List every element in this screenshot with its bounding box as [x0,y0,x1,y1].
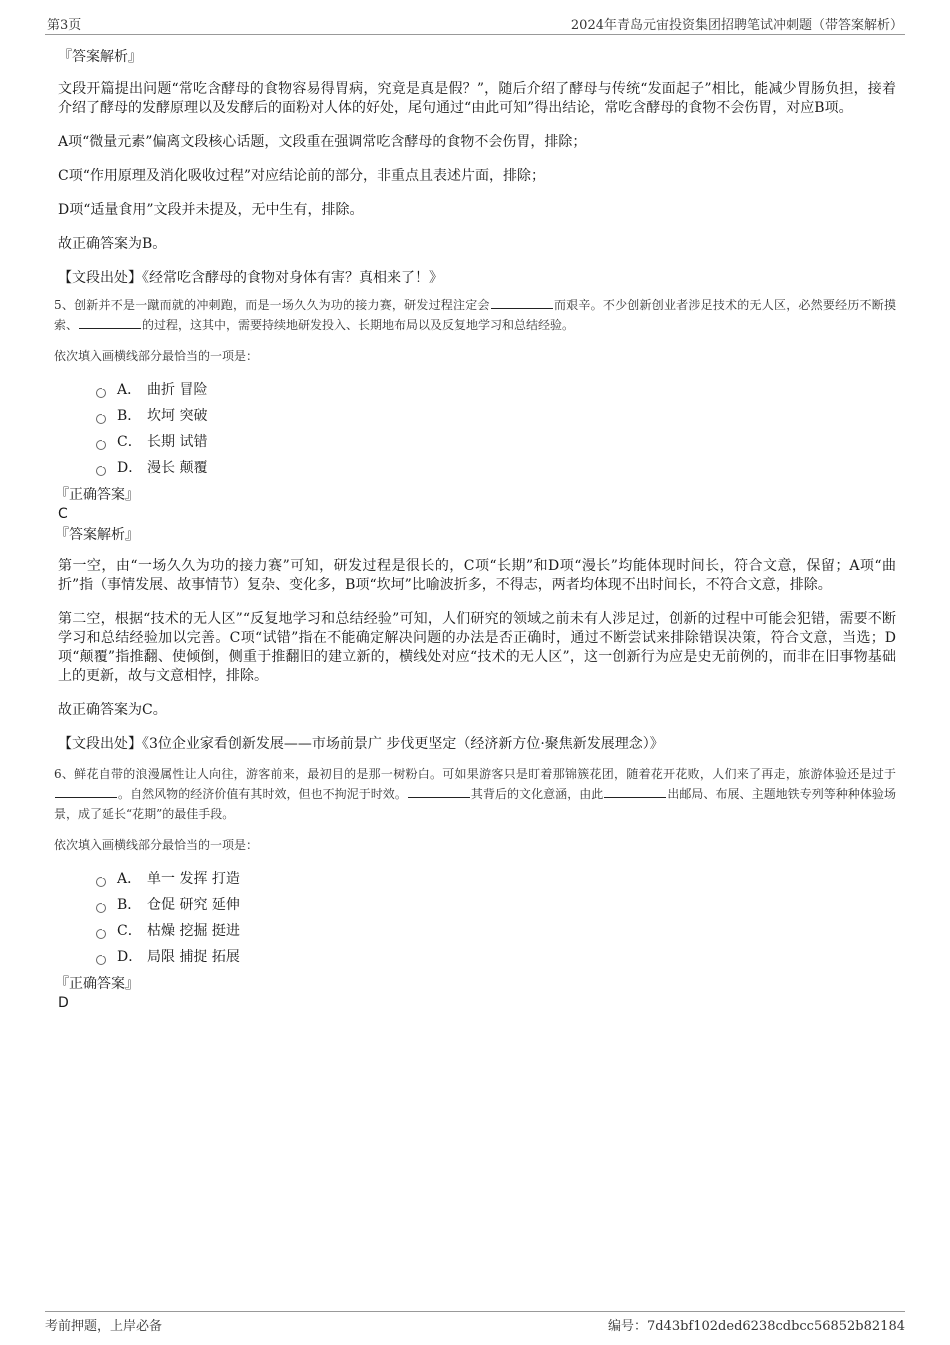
q5-correct-label: 『正确答案』 [55,487,139,503]
q4-analysis-label: 『答案解析』 [58,49,142,65]
q6-options [58,866,896,970]
q5-correct-answer: C [58,506,68,522]
q5-stem: 5、创新并不是一蹴而就的冲刺跑，而是一场久久为功的接力赛，研发过程注定会 而艰辛。不少创新创业者涉足技术的无人区，必然要经历不断摸索、 的过程，这其中，需要持续地研发投入、长期地布局以及反复地学习和总结经验。 [54,298,896,332]
q4-analysis-conclusion: 故正确答案为B。 [58,236,167,252]
radio-icon[interactable] [96,877,106,887]
q5-analysis-p2: 第二空，根据“技术的无人区”“反复地学习和总结经验”可知，人们研究的领域之前未有人涉足过，创新的过程中可能会犯错，需要不断学习和总结经验加以完善。C项“试错”指在不能确定解决问题的办法是否正确时，通过不断尝试来排除错误决策，符合文意，当选；D项“颠覆”指推翻、使倾倒，侧重于推翻旧的建立新的，横线处对应“技术的无人区”，这一创新行为应是史无前例的，而非在旧事物基础上的更新，故与文意相悖，排除。 [58,611,896,684]
q6-blank-1 [55,785,117,798]
q6-option-a[interactable]: A． 单一 发挥 打造 [96,866,896,892]
radio-icon[interactable] [96,929,106,939]
q5-analysis-label: 『答案解析』 [55,527,139,543]
q6-correct-answer: D [58,995,69,1011]
q4-analysis-p1: 文段开篇提出问题“常吃含酵母的食物容易得胃病，究竟是真是假？”，随后介绍了酵母与传统“发面起子”相比，能减少胃肠负担，接着介绍了酵母的发酵原理以及发酵后的面粉对人体的好处，尾句通过“由此可知”得出结论，常吃含酵母的食物不会伤胃，对应B项。 [58,81,896,116]
q5-option-a[interactable]: A． 曲折 冒险 [96,377,896,403]
page-header [45,14,905,35]
q5-option-b[interactable]: B． 坎坷 突破 [96,403,896,429]
document-body [54,48,896,1012]
radio-icon[interactable] [96,388,106,398]
q4-analysis-p3: C项“作用原理及消化吸收过程”对应结论前的部分，非重点且表述片面，排除； [58,168,546,184]
q6-correct-label: 『正确答案』 [55,976,139,992]
q6-option-b[interactable]: B． 仓促 研究 延伸 [96,892,896,918]
q6-instruction: 依次填入画横线部分最恰当的一项是： [54,838,259,852]
q6-blank-3 [604,785,666,798]
q6-blank-2 [408,785,470,798]
q5-blank-2 [79,316,141,329]
footer-slogan: 考前押题，上岸必备 [45,1319,163,1334]
radio-icon[interactable] [96,903,106,913]
q5-option-d[interactable]: D． 漫长 颠覆 [96,455,896,481]
q6-option-c[interactable]: C． 枯燥 挖掘 挺进 [96,918,896,944]
q4-analysis-p4: D项“适量食用”文段并未提及，无中生有，排除。 [58,202,364,218]
page-footer [45,1311,905,1332]
radio-icon[interactable] [96,955,106,965]
radio-icon[interactable] [96,440,106,450]
radio-icon[interactable] [96,414,106,424]
document-id: 编号：7d43bf102ded6238cdbcc56852b82184 [607,1319,905,1334]
q5-options [58,377,896,481]
radio-icon[interactable] [96,466,106,476]
q5-blank-1 [491,296,553,309]
q6-option-d[interactable]: D． 局限 捕捉 拓展 [96,944,896,970]
q5-analysis-conclusion: 故正确答案为C。 [58,702,167,718]
document-title: 2024年青岛元宙投资集团招聘笔试冲刺题（带答案解析） [570,18,903,33]
page-number: 第3页 [47,18,82,33]
q4-source: 【文段出处】《经常吃含酵母的食物对身体有害？真相来了！》 [58,270,443,286]
q5-option-c[interactable]: C． 长期 试错 [96,429,896,455]
q5-source: 【文段出处】《3位企业家看创新发展——市场前景广 步伐更坚定（经济新方位·聚焦新发展理念）》 [58,736,664,752]
q6-stem: 6、鲜花自带的浪漫属性让人向往，游客前来，最初目的是那一树粉白。可如果游客只是盯着那锦簇花团，随着花开花败，人们来了再走，旅游体验还是过于。自然风物的经济价值有其时效，但也不拘泥于时效。 其背后的文化意涵，由此 出邮局、布展、主题地铁专列等种种体验场景，成了延长“花期”的最佳手段。 [54,767,896,821]
q5-instruction: 依次填入画横线部分最恰当的一项是： [54,349,259,363]
q5-analysis-p1: 第一空，由“一场久久为功的接力赛”可知，研发过程是很长的，C项“长期”和D项“漫长”均能体现时间长，符合文意，保留；A项“曲折”指（事情发展、故事情节）复杂、变化多，B项“坎坷”比喻波折多，不得志，两者均体现不出时间长，不符合文意，排除。 [58,558,896,593]
q4-analysis-p2: A项“微量元素”偏离文段核心话题，文段重在强调常吃含酵母的食物不会伤胃，排除； [58,134,587,150]
